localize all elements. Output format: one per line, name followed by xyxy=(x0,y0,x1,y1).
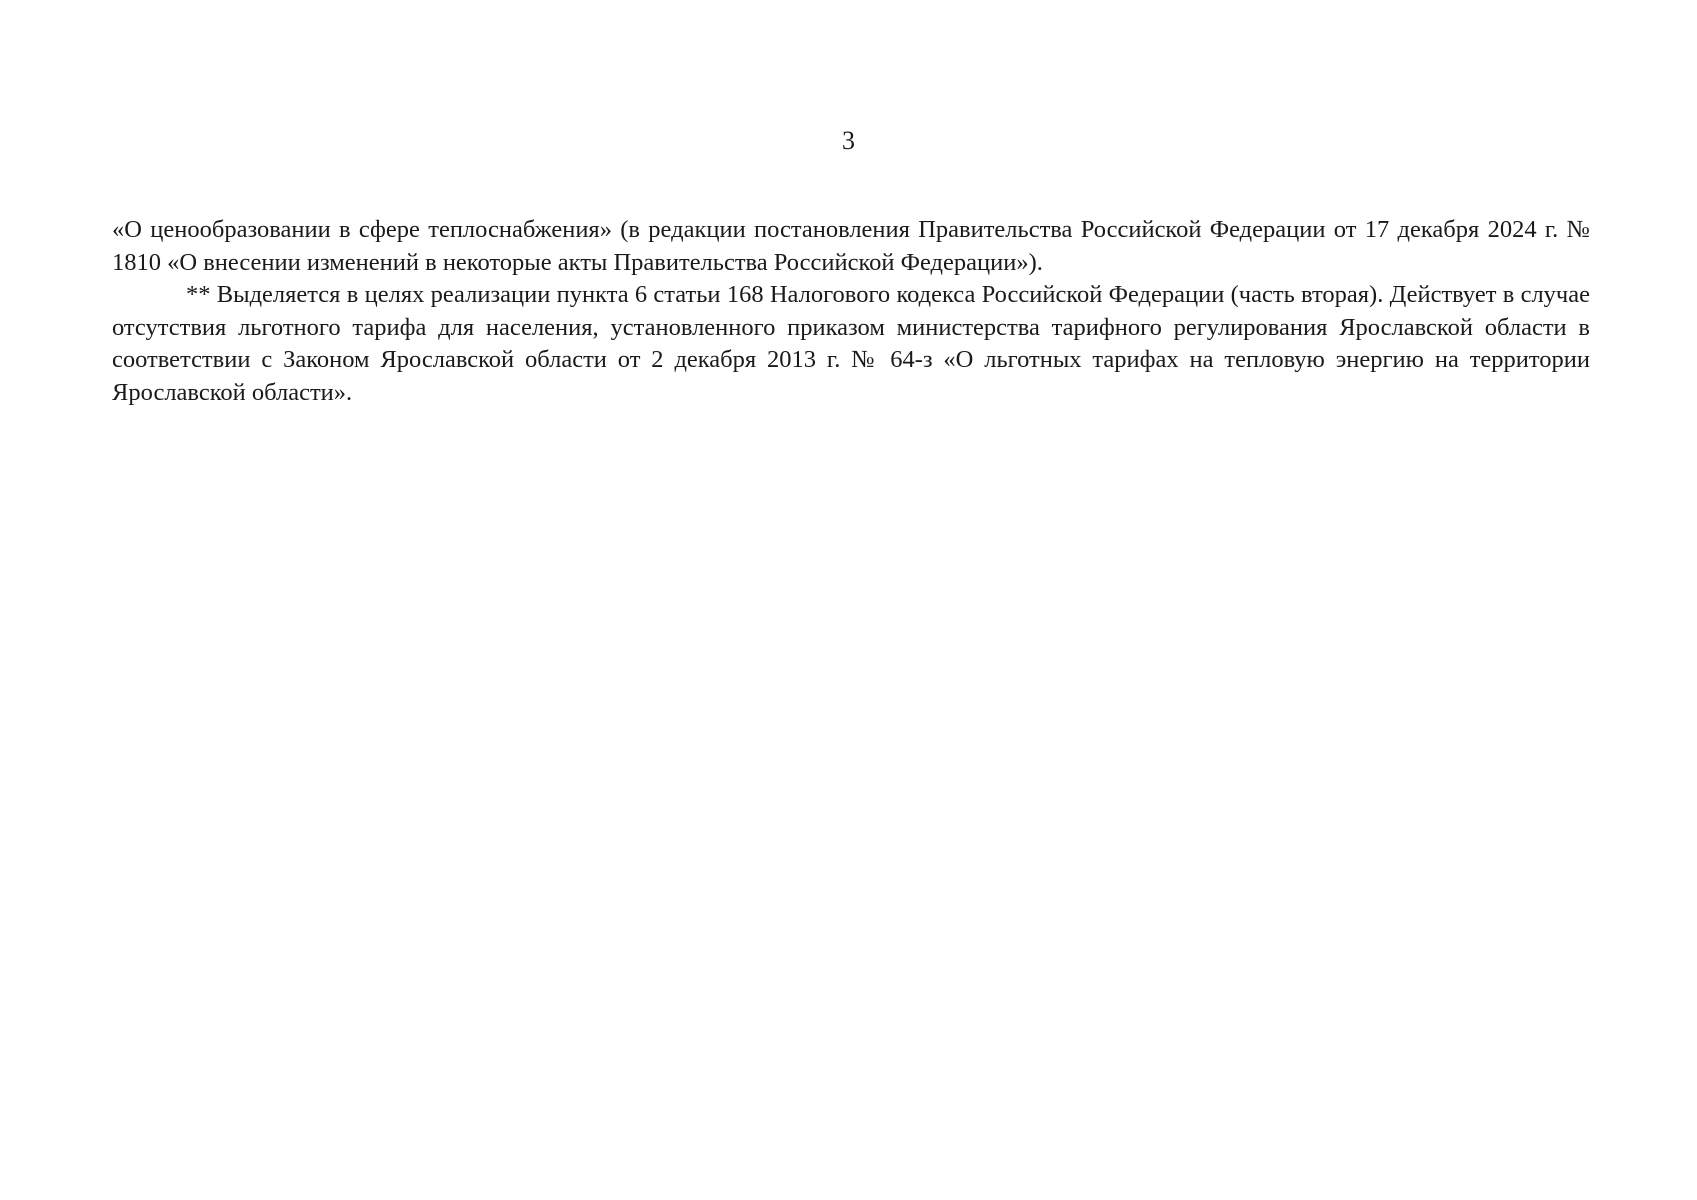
page-number: 3 xyxy=(842,126,855,155)
body-text xyxy=(112,214,1590,409)
paragraph-continuation: «О ценообразовании в сфере теплоснабжения» (в редакции постановления Правительства Российской Федерации от 17 декабря 2024 г. № 1810 «О внесении изменений в некоторые акты Правительства Российской Федерации»). xyxy=(112,216,1590,276)
footnote-double-asterisk: ** Выделяется в целях реализации пункта 6 статьи 168 Налогового кодекса Российской Федерации (часть вторая). Действует в случае отсутствия льготного тарифа для населения, установленного приказом министерства тарифного регулирования Ярославской области в соответствии с Законом Ярославской области от 2 декабря 2013 г. № 64-з «О льготных тарифах на тепловую энергию на территории Ярославской области». xyxy=(112,281,1590,406)
